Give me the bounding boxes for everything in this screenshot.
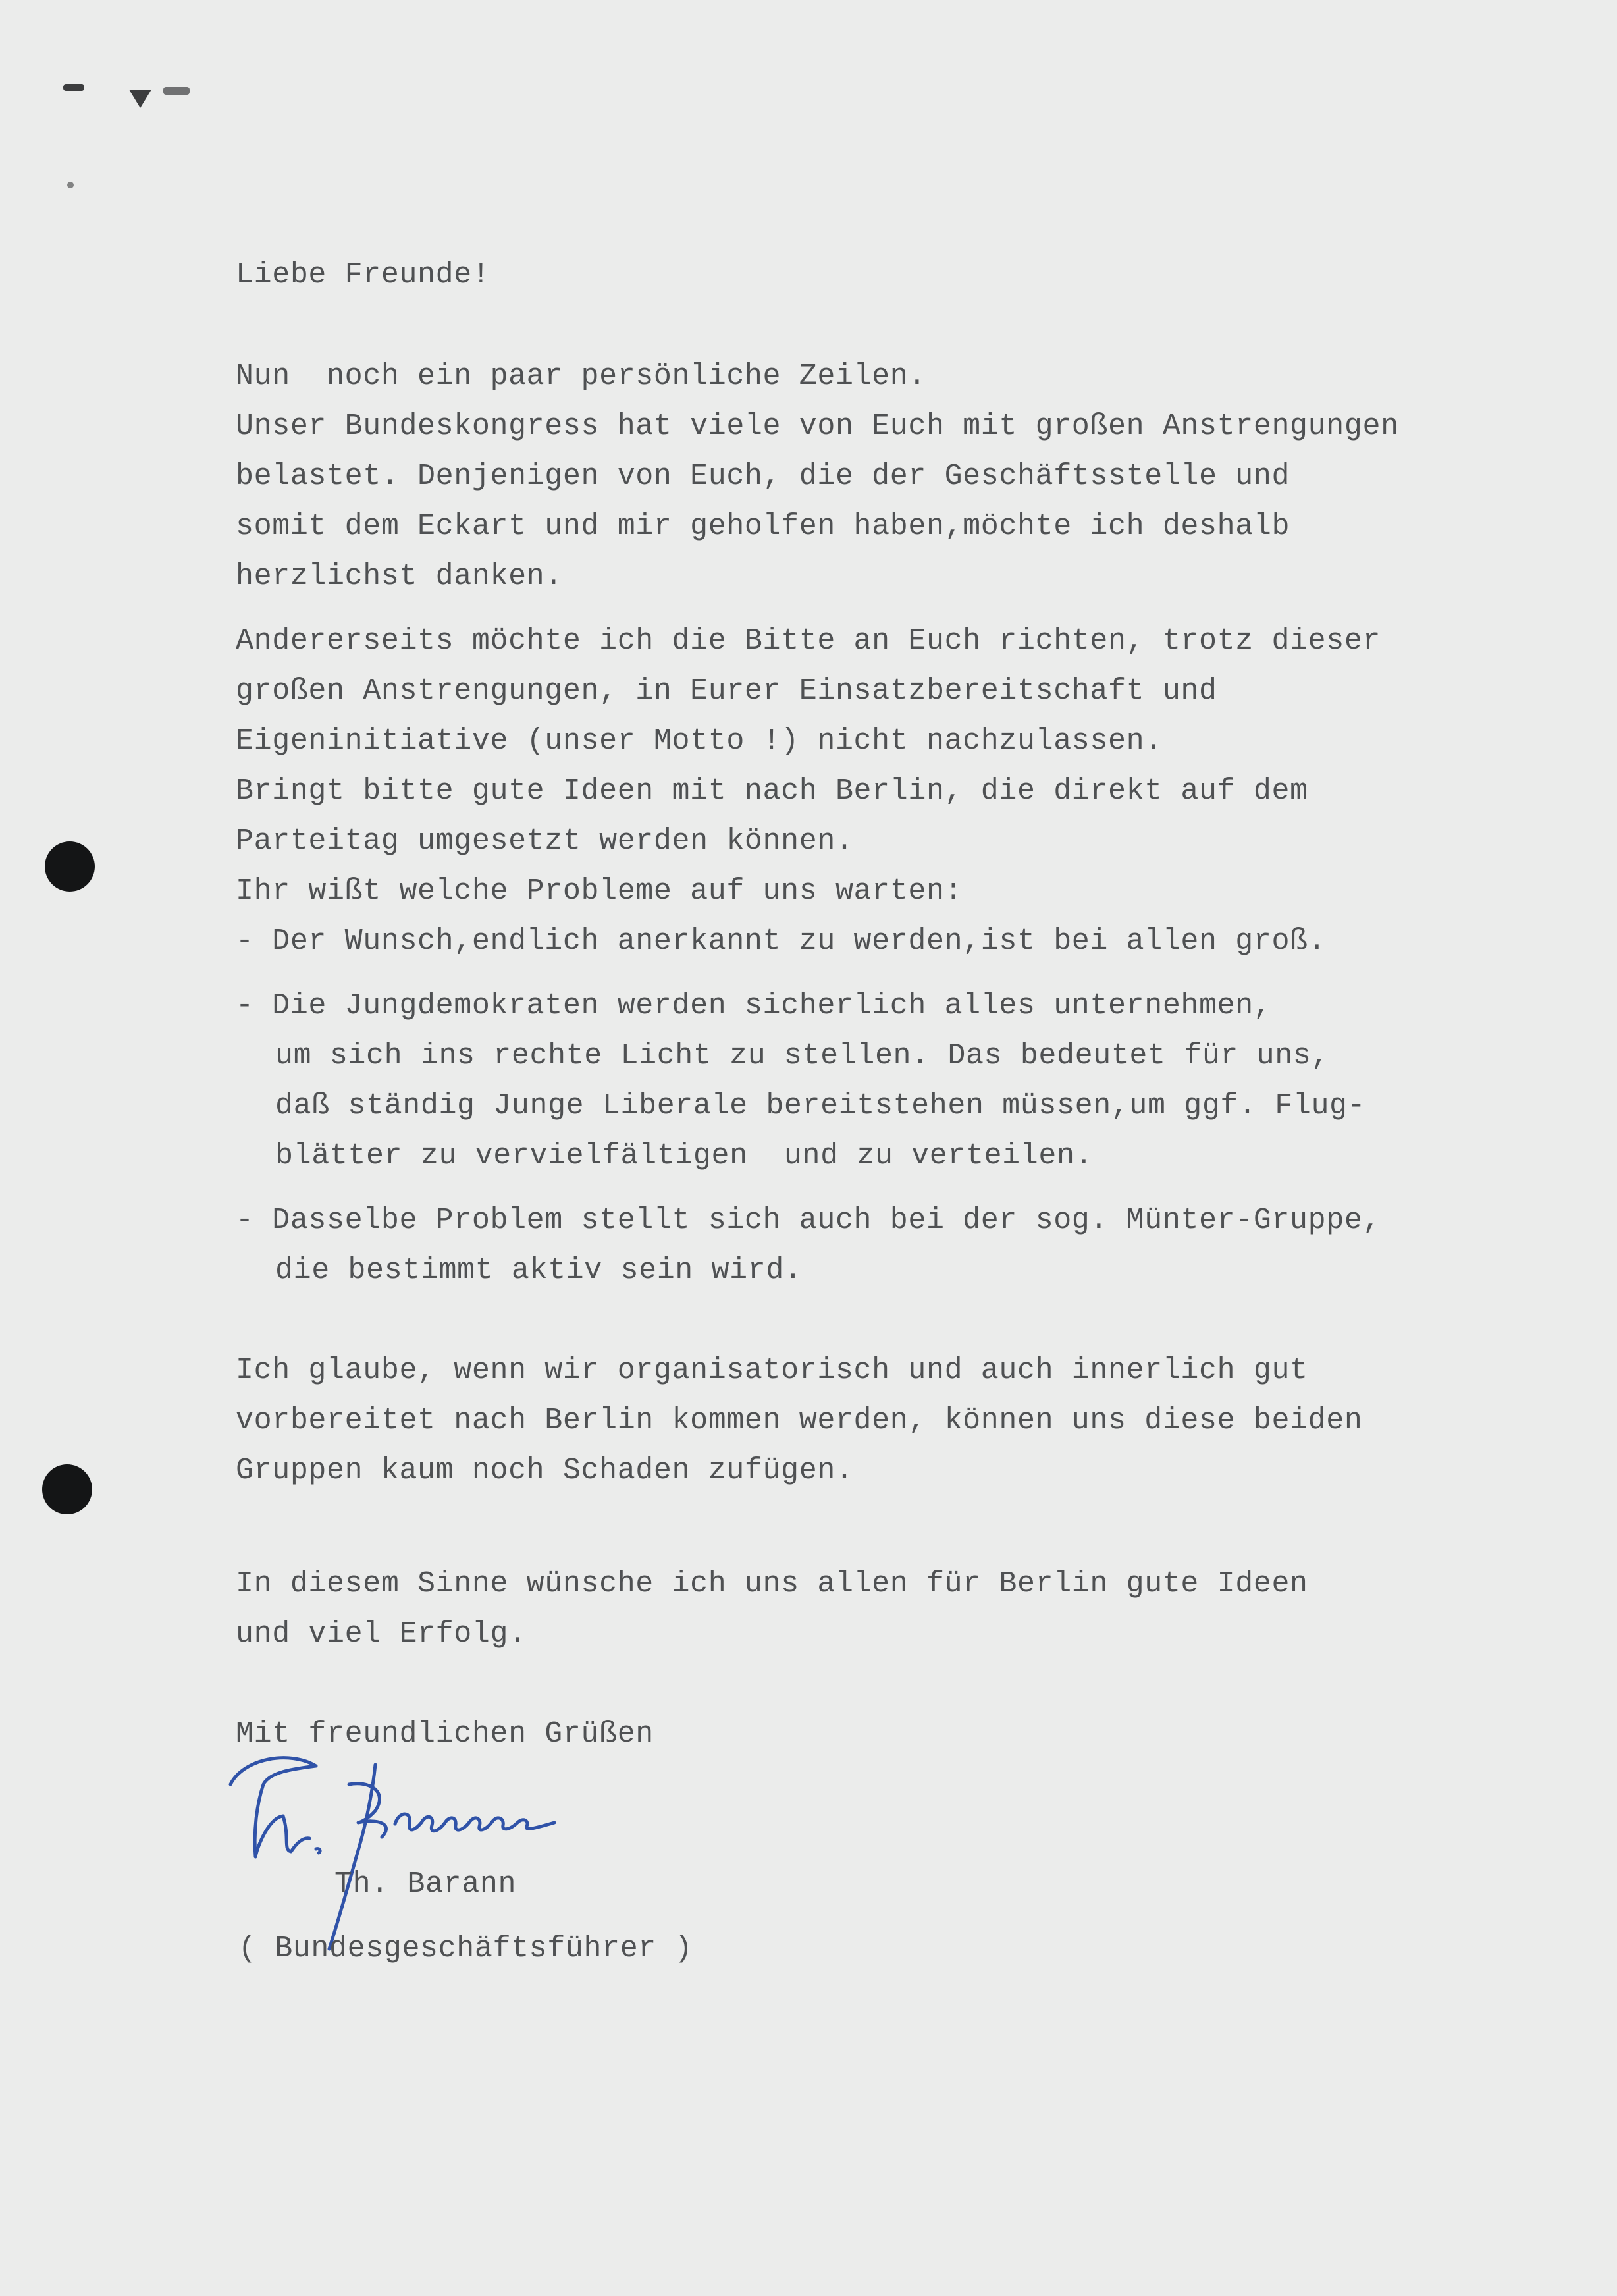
staple-mark: [67, 182, 74, 188]
punch-hole-lower: [42, 1464, 92, 1514]
staple-mark: [129, 90, 151, 108]
staple-mark: [63, 84, 84, 91]
paragraph-1-line: Unser Bundeskongress hat viele von Euch mit großen Anstrengungen: [236, 410, 1399, 443]
paragraph-3-line: Gruppen kaum noch Schaden zufügen.: [236, 1454, 854, 1487]
paragraph-2-line: großen Anstrengungen, in Eurer Einsatzbereitschaft und: [236, 674, 1217, 708]
bullet-2-line: daß ständig Junge Liberale bereitstehen müssen,um ggf. Flug-: [275, 1089, 1366, 1123]
bullet-1-line: - Der Wunsch,endlich anerkannt zu werden,ist bei allen groß.: [236, 924, 1327, 958]
bullet-3-line: die bestimmt aktiv sein wird.: [275, 1254, 803, 1287]
paragraph-1-line: Nun noch ein paar persönliche Zeilen.: [236, 360, 926, 393]
paragraph-1-line: somit dem Eckart und mir geholfen haben,möchte ich deshalb: [236, 510, 1290, 543]
bullet-2-line: - Die Jungdemokraten werden sicherlich alles unternehmen,: [236, 989, 1272, 1023]
signature-title: ( Bundesgeschäftsführer ): [238, 1932, 693, 1965]
punch-hole-upper: [45, 841, 95, 892]
signature-name: Th. Barann: [334, 1867, 517, 1901]
paragraph-2-line: Bringt bitte gute Ideen mit nach Berlin, die direkt auf dem: [236, 774, 1308, 808]
handwritten-signature: [217, 1745, 573, 1956]
paragraph-2-line: Eigeninitiative (unser Motto !) nicht nachzulassen.: [236, 724, 1163, 758]
paragraph-2-line: Ihr wißt welche Probleme auf uns warten:: [236, 874, 963, 908]
paragraph-1-line: herzlichst danken.: [236, 560, 563, 593]
paragraph-3-line: vorbereitet nach Berlin kommen werden, können uns diese beiden: [236, 1404, 1363, 1437]
letter-closing: Mit freundlichen Grüßen: [236, 1717, 654, 1751]
letter-greeting: Liebe Freunde!: [236, 258, 490, 292]
paragraph-2-line: Andererseits möchte ich die Bitte an Euch richten, trotz dieser: [236, 624, 1381, 658]
paragraph-4-line: und viel Erfolg.: [236, 1617, 527, 1651]
bullet-2-line: um sich ins rechte Licht zu stellen. Das bedeutet für uns,: [275, 1039, 1330, 1073]
paragraph-2-line: Parteitag umgesetzt werden können.: [236, 824, 854, 858]
bullet-3-line: - Dasselbe Problem stellt sich auch bei der sog. Münter-Gruppe,: [236, 1204, 1381, 1237]
paragraph-4-line: In diesem Sinne wünsche ich uns allen für Berlin gute Ideen: [236, 1567, 1308, 1601]
paragraph-3-line: Ich glaube, wenn wir organisatorisch und auch innerlich gut: [236, 1354, 1308, 1387]
staple-mark: [163, 87, 190, 95]
paragraph-1-line: belastet. Denjenigen von Euch, die der Geschäftsstelle und: [236, 460, 1290, 493]
bullet-2-line: blätter zu vervielfältigen und zu verteilen.: [275, 1139, 1094, 1173]
